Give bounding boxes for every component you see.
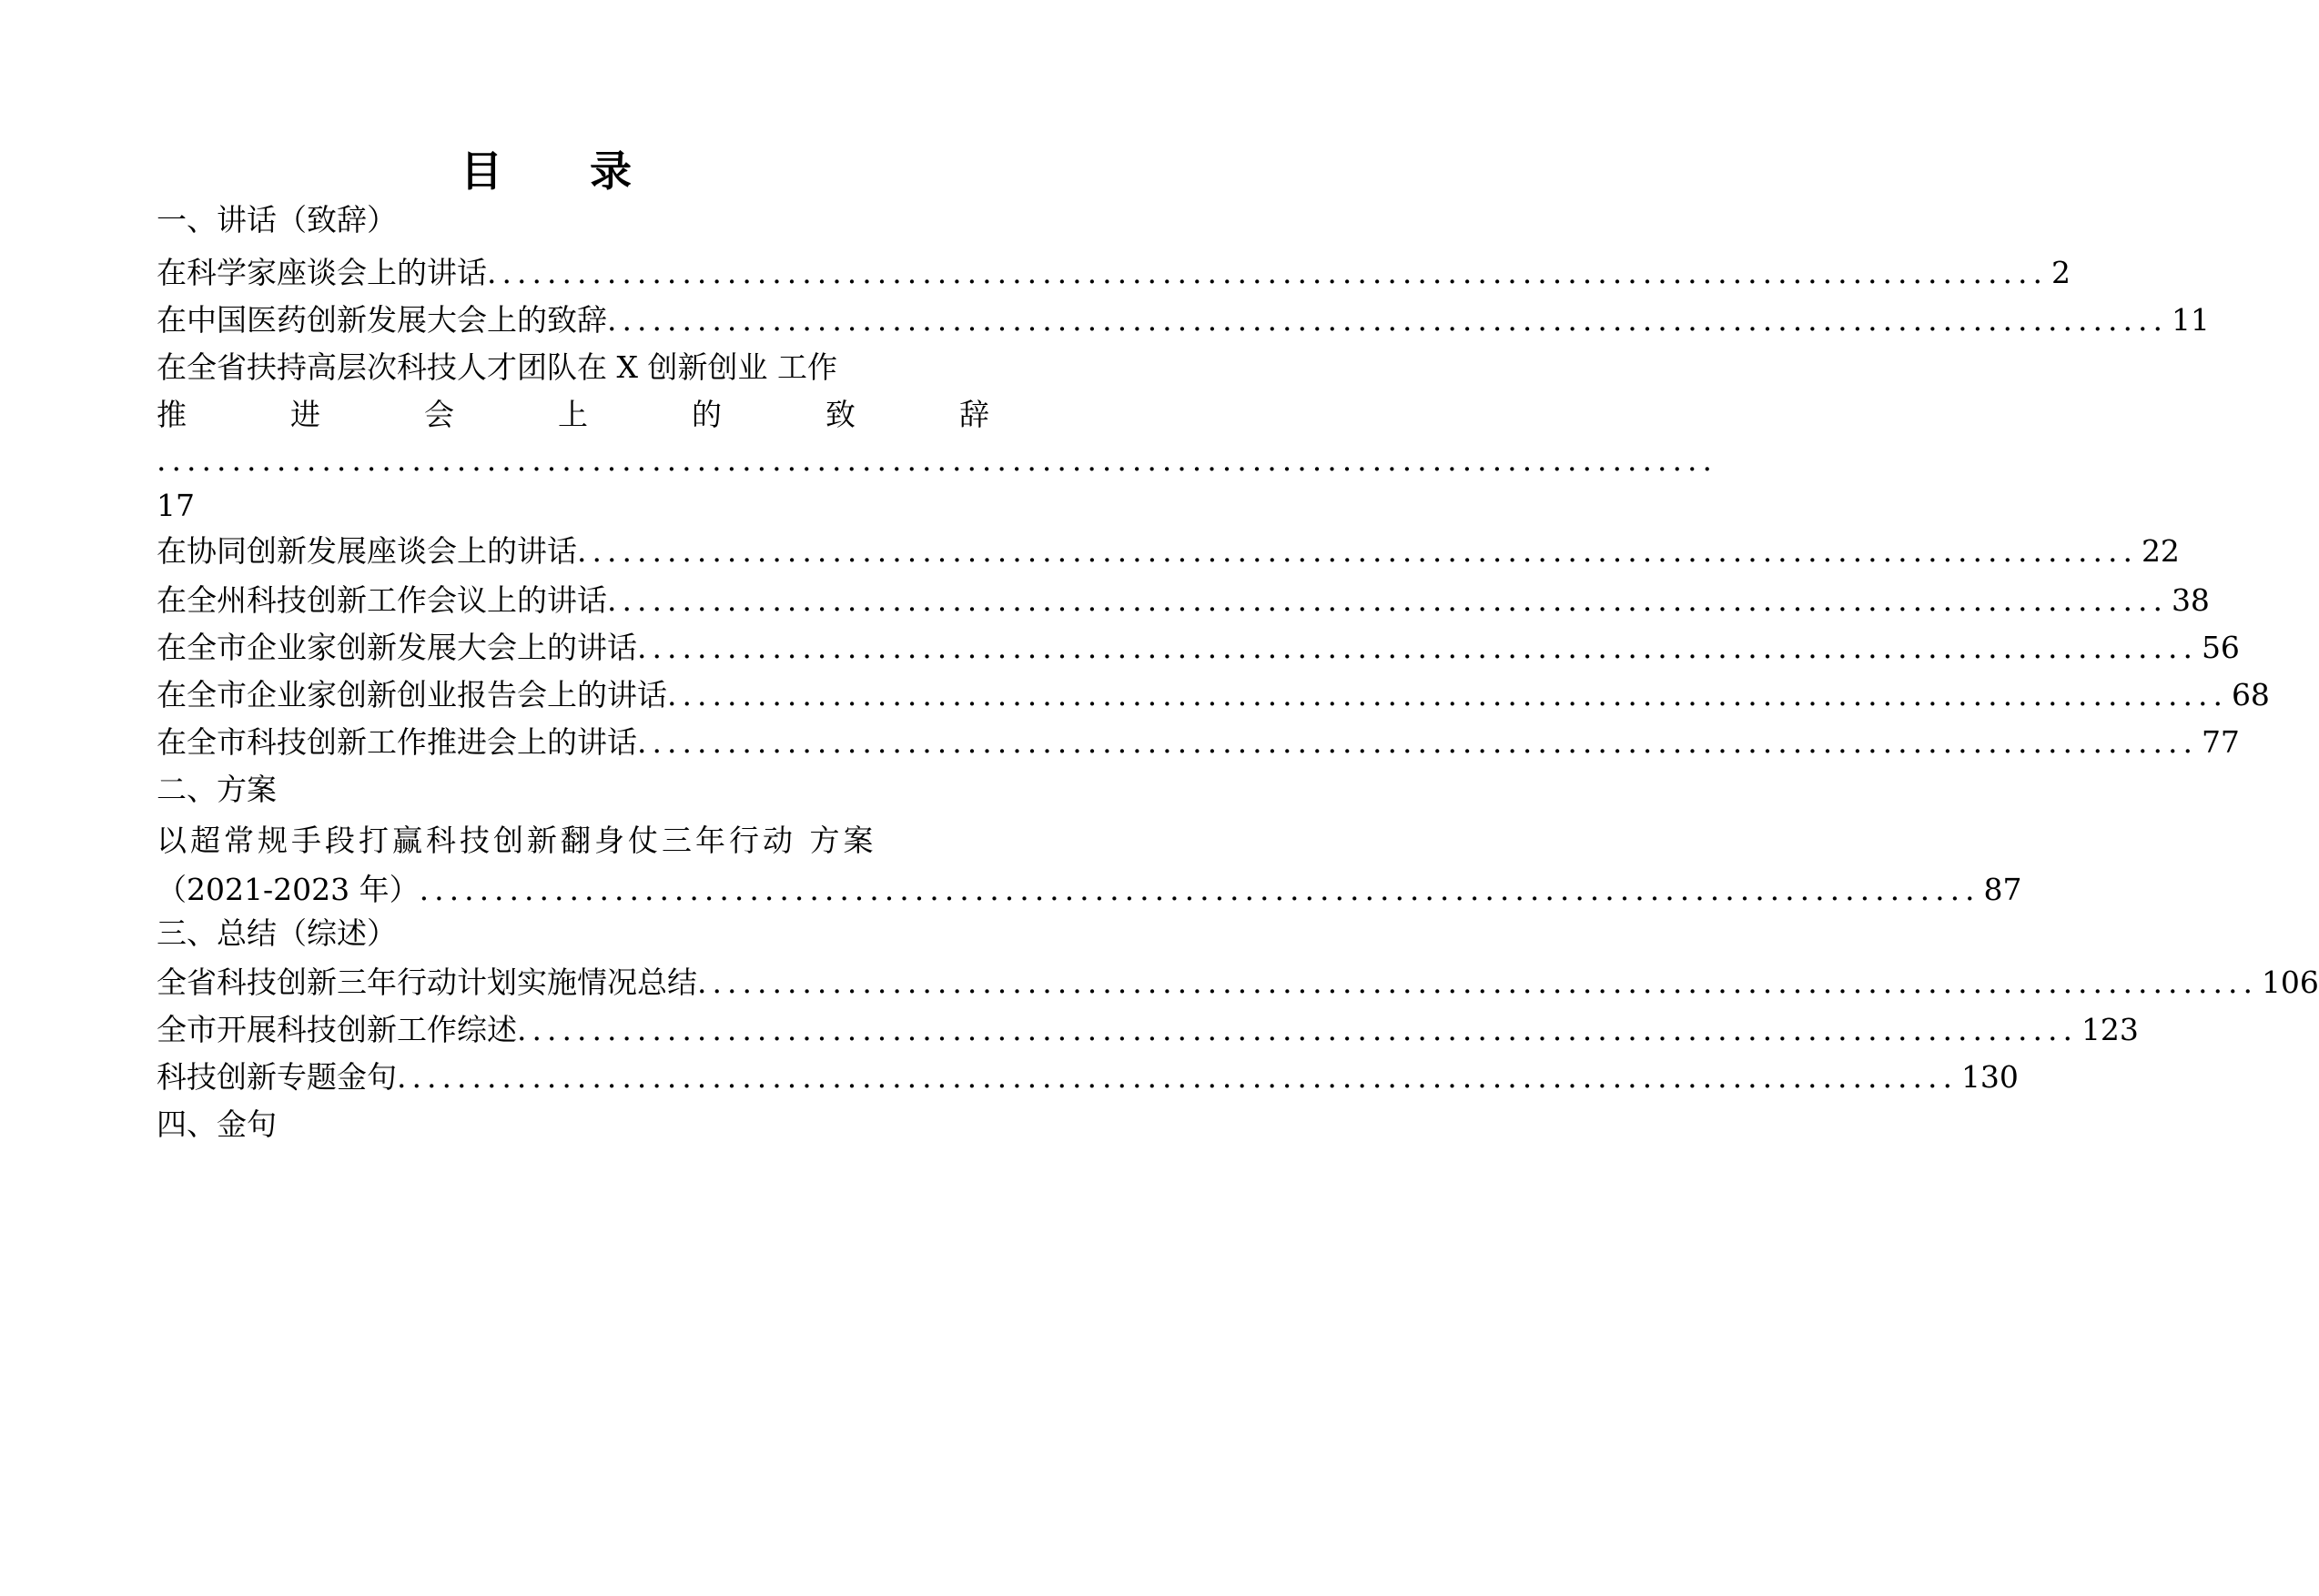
toc-entry[interactable] xyxy=(157,963,2319,1003)
toc-entry[interactable] xyxy=(157,870,2022,910)
wrapped-word: 辞 xyxy=(959,397,989,432)
wrapped-word: 进 xyxy=(290,397,320,432)
toc-entry-text: 在全市科技创新工作推进会上的讲话 xyxy=(157,724,637,760)
wrapped-word: 的 xyxy=(692,397,722,432)
toc-entry-page: 87 xyxy=(1983,872,2022,907)
section-heading-quotes: 四、金句 xyxy=(157,1106,277,1142)
dot-leader: ........................................................................................................ xyxy=(397,1059,1958,1095)
toc-entry-page: 56 xyxy=(2201,630,2240,665)
toc-entry-page: 123 xyxy=(2081,1012,2139,1047)
toc-entry-text: 全省科技创新三年行动计划实施情况总结 xyxy=(157,965,697,1000)
toc-entry-text: 在科学家座谈会上的讲话 xyxy=(157,255,487,290)
toc-entry[interactable] xyxy=(157,300,2210,340)
dot-leader: ........................................................................................................ xyxy=(637,630,2198,665)
toc-entry[interactable] xyxy=(157,1010,2139,1050)
wrapped-word: 上 xyxy=(558,397,588,432)
dot-leader: ........................................................................................................ xyxy=(637,724,2198,760)
dot-leader: ........................................................................................................ xyxy=(157,442,1717,478)
toc-entry-text: 科技创新专题金句 xyxy=(157,1059,397,1095)
dot-leader: ........................................................................................................ xyxy=(487,255,2048,290)
toc-title: 目 录 xyxy=(460,146,668,196)
wrapped-word: 推 xyxy=(157,397,187,432)
toc-entry-wrapped-line1[interactable]: 在全省扶持高层次科技人才团队在 X 创新创业 工作 xyxy=(157,349,837,385)
toc-entry-text: 在全市企业家创新发展大会上的讲话 xyxy=(157,630,637,665)
toc-entry[interactable] xyxy=(157,722,2240,763)
toc-entry[interactable] xyxy=(157,675,2270,715)
toc-entry-text: 全市开展科技创新工作综述 xyxy=(157,1012,517,1047)
toc-entry-text: 在中国医药创新发展大会上的致辞 xyxy=(157,302,607,338)
toc-entry-page: 106 xyxy=(2261,965,2319,1000)
toc-entry-page: 68 xyxy=(2231,677,2270,712)
toc-entry-text: 在协同创新发展座谈会上的讲话 xyxy=(157,533,577,569)
toc-entry-page: 17 xyxy=(157,488,195,523)
dot-leader: ........................................................................................................ xyxy=(577,533,2138,569)
dot-leader: ........................................................................................................ xyxy=(697,965,2258,1000)
toc-entry[interactable] xyxy=(157,531,2180,571)
toc-entry-page: 38 xyxy=(2171,582,2210,618)
toc-entry[interactable] xyxy=(157,628,2240,668)
toc-entry[interactable] xyxy=(157,253,2071,293)
toc-entry-text: 在全市企业家创新创业报告会上的讲话 xyxy=(157,677,667,712)
toc-entry-wrapped-line2[interactable] xyxy=(157,395,989,435)
wrapped-word: 会 xyxy=(424,397,454,432)
wrapped-word: 致 xyxy=(825,397,856,432)
section-heading-plans: 二、方案 xyxy=(157,772,277,807)
toc-entry-page: 11 xyxy=(2171,302,2210,338)
section-heading-speeches: 一、讲话（致辞） xyxy=(157,202,397,237)
dot-leader: ........................................................................................................ xyxy=(667,677,2228,712)
toc-entry[interactable] xyxy=(157,1057,2019,1097)
dot-leader: ........................................................................................................ xyxy=(517,1012,2078,1047)
toc-entry-page: 22 xyxy=(2141,533,2180,569)
dot-leader: ........................................................................................................ xyxy=(607,302,2168,338)
dot-leader: ........................................................................................................ xyxy=(419,872,1980,907)
toc-entry-text: （2021-2023 年） xyxy=(157,872,420,907)
toc-entry-page: 2 xyxy=(2051,255,2071,290)
toc-entry-text: 在全州科技创新工作会议上的讲话 xyxy=(157,582,607,618)
toc-entry-plan-line1[interactable]: 以超常规手段打赢科技创新翻身仗三年行动 方案 xyxy=(157,823,877,858)
toc-entry[interactable] xyxy=(157,581,2210,621)
section-heading-summaries: 三、总结（综述） xyxy=(157,915,397,951)
dot-leader: ........................................................................................................ xyxy=(607,582,2168,618)
toc-entry-page: 77 xyxy=(2201,724,2240,760)
toc-entry-page: 130 xyxy=(1960,1059,2019,1095)
